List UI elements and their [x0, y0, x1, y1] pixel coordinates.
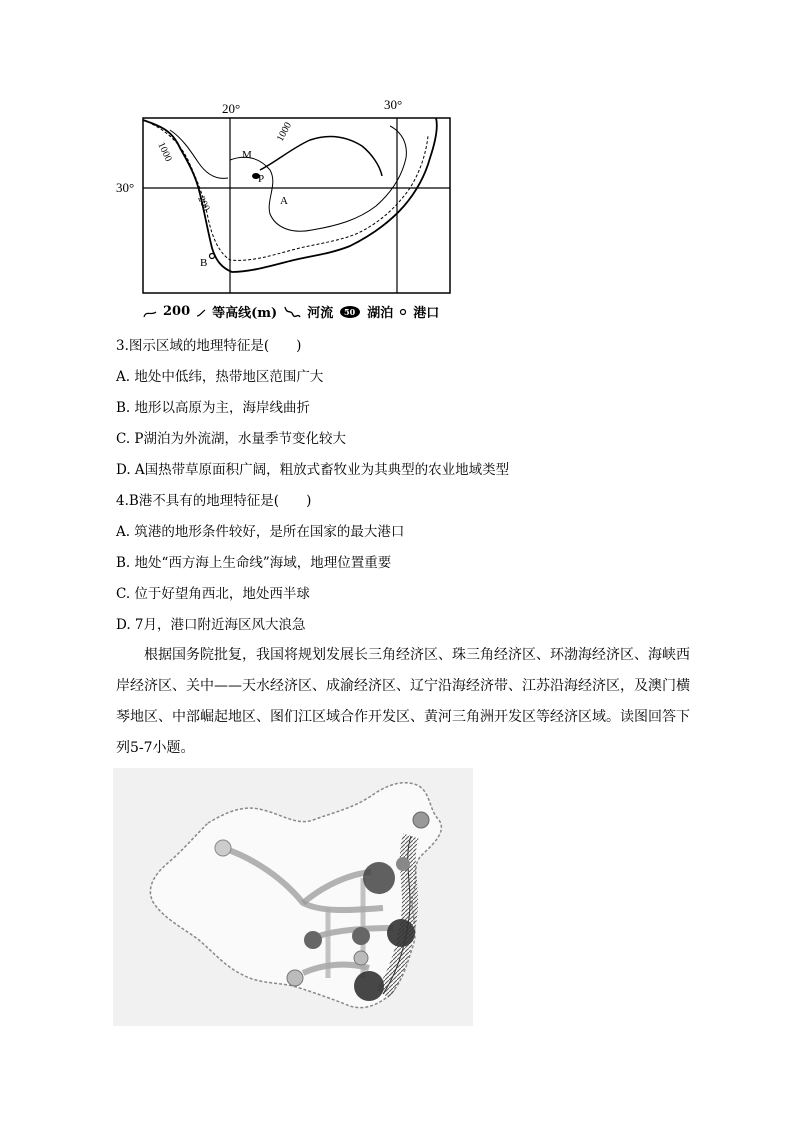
question-4-option-c: C. 位于好望角西北，地处西半球: [116, 586, 310, 602]
reading-passage: [116, 640, 696, 764]
contour-symbol-icon: [143, 306, 157, 318]
question-4-option-a: A. 筑港的地形条件较好，是所在国家的最大港口: [116, 524, 405, 540]
lat-label-30: 30°: [116, 180, 135, 195]
contour-end-icon: [196, 306, 206, 318]
lake-symbol-text: 50: [344, 306, 356, 317]
port-symbol-icon: [399, 308, 407, 316]
legend-river-text: 河流: [307, 306, 334, 321]
legend-port-text: 港口: [413, 306, 440, 321]
question-3-stem: 3.图示区域的地理特征是( ): [116, 338, 302, 354]
china-economic-zones-map: [113, 768, 473, 1026]
legend-contour-text: 等高线(m): [212, 306, 278, 321]
contour-label-1000-top: 1000: [274, 120, 295, 144]
legend-lake-text: 湖泊: [367, 306, 394, 321]
question-3-option-b: B. 地形以高原为主，海岸线曲折: [116, 400, 311, 416]
map-legend: [143, 302, 439, 321]
question-4-stem: 4.B港不具有的地理特征是( ): [116, 493, 312, 509]
legend-contour-value: 200: [163, 304, 191, 319]
question-3-option-a: A. 地处中低纬，热带地区范围广大: [116, 369, 324, 385]
point-label-b: B: [200, 257, 208, 269]
question-3-option-d: D. A国热带草原面积广阔，粗放式畜牧业为其典型的农业地域类型: [116, 462, 510, 478]
southern-africa-map: [110, 96, 470, 326]
question-4-option-d: D. 7月，港口附近海区风大浪急: [116, 617, 306, 633]
question-3-option-c: C. P湖泊为外流湖，水量季节变化较大: [116, 431, 347, 447]
point-label-m: M: [242, 149, 252, 161]
question-4-option-b: B. 地处“西方海上生命线”海域，地理位置重要: [116, 555, 392, 571]
contour-label-1000-left: 1000: [155, 140, 174, 164]
lon-label-20: 20°: [222, 101, 241, 116]
lake-symbol-icon: [339, 305, 361, 319]
passage-text: 根据国务院批复，我国将规划发展长三角经济区、珠三角经济区、环渤海经济区、海峡西岸经济区、关中——天水经济区、成渝经济区、辽宁沿海经济带、江苏沿海经济区，及澳门横琴地区、中部崛起地区、图们江区域合作开发区、黄河三角洲开发区等经济区域。读图回答下列5-7小题。: [116, 647, 690, 756]
point-label-p: P: [258, 173, 265, 185]
contour-label-200: 200: [195, 194, 212, 213]
point-label-a: A: [280, 195, 288, 207]
lon-label-30: 30°: [384, 97, 403, 112]
river-symbol-icon: [283, 305, 301, 319]
